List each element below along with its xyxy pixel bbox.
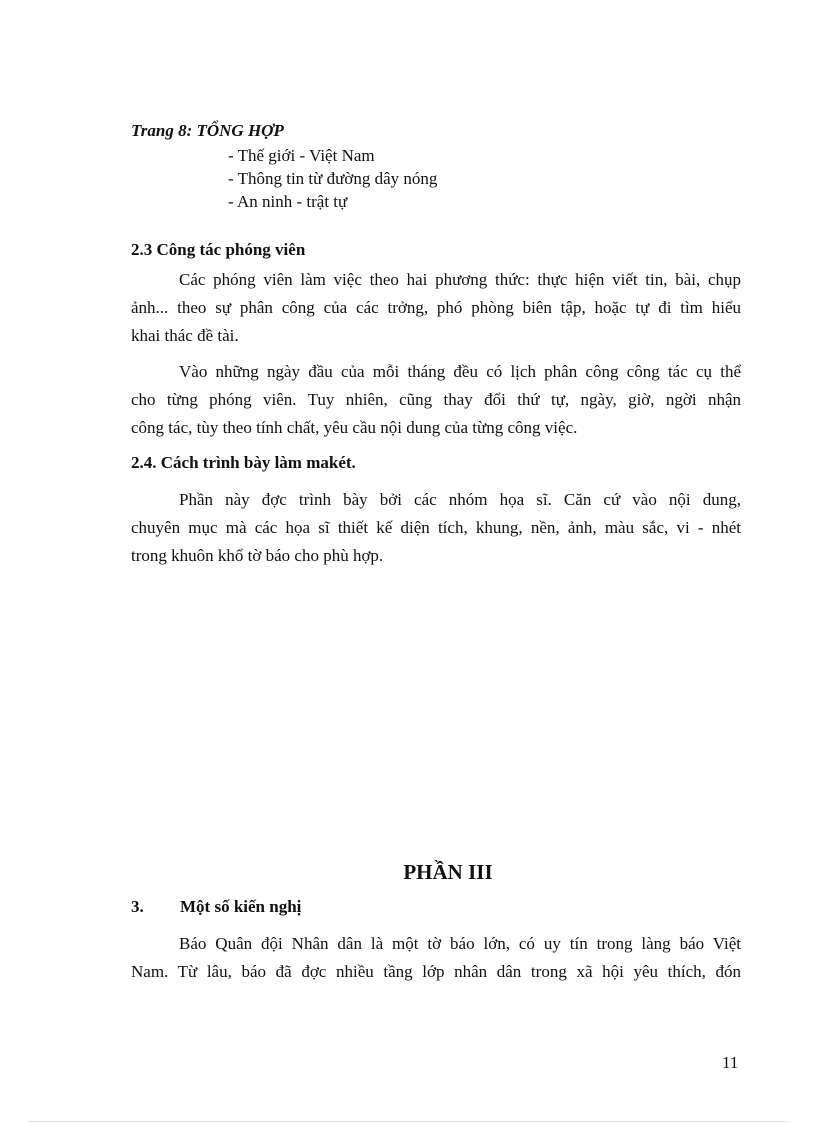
page-number: 11	[722, 1053, 739, 1072]
page-bottom-rule	[28, 1121, 788, 1122]
page8-heading: Trang 8: TỔNG HỢP	[131, 121, 284, 140]
section-title: Một số kiến nghị	[180, 897, 302, 916]
paragraph-line: Báo Quân đội Nhân dân là một tờ báo lớn, có uy tín trong làng báo Việt	[179, 934, 741, 953]
paragraph	[131, 930, 741, 986]
paragraph-line: công tác, tùy theo tính chất, yêu cầu nội dung của từng công việc.	[131, 418, 578, 437]
paragraph-line: trong khuôn khổ tờ báo cho phù hợp.	[131, 546, 384, 565]
section-heading: 2.3 Công tác phóng viên	[131, 240, 306, 259]
page8-item: - An ninh - trật tự	[228, 192, 348, 211]
paragraph	[131, 266, 741, 350]
paragraph-line: Phần này đợc trình bày bởi các nhóm họa sĩ. Căn cứ vào nội dung,	[179, 490, 741, 509]
paragraph	[131, 358, 741, 442]
paragraph-line: ảnh... theo sự phân công của các trởng, phó phòng biên tập, hoặc tự đi tìm hiểu	[131, 298, 741, 317]
paragraph-line: Các phóng viên làm việc theo hai phương thức: thực hiện viết tin, bài, chụp	[179, 270, 741, 289]
paragraph-line: cho từng phóng viên. Tuy nhiên, cũng thay đổi thứ tự, ngày, giờ, ngời nhận	[131, 390, 741, 409]
paragraph-line: khai thác đề tài.	[131, 326, 239, 345]
paragraph-line: Nam. Từ lâu, báo đã đợc nhiều tầng lớp nhân dân trong xã hội yêu thích, đón	[131, 962, 741, 981]
section-number: 3.	[131, 897, 144, 916]
part-title: PHẦN III	[403, 860, 493, 884]
page8-item: - Thế giới - Việt Nam	[228, 146, 375, 165]
paragraph	[131, 486, 741, 570]
paragraph-line: chuyên mục mà các họa sĩ thiết kế diện tích, khung, nền, ảnh, màu sắc, vi - nhét	[131, 518, 741, 537]
paragraph-line: Vào những ngày đầu của mỗi tháng đều có lịch phân công công tác cụ thể	[179, 362, 741, 381]
page8-item: - Thông tin từ đường dây nóng	[228, 169, 438, 188]
section-heading: 2.4. Cách trình bày làm makét.	[131, 453, 356, 472]
